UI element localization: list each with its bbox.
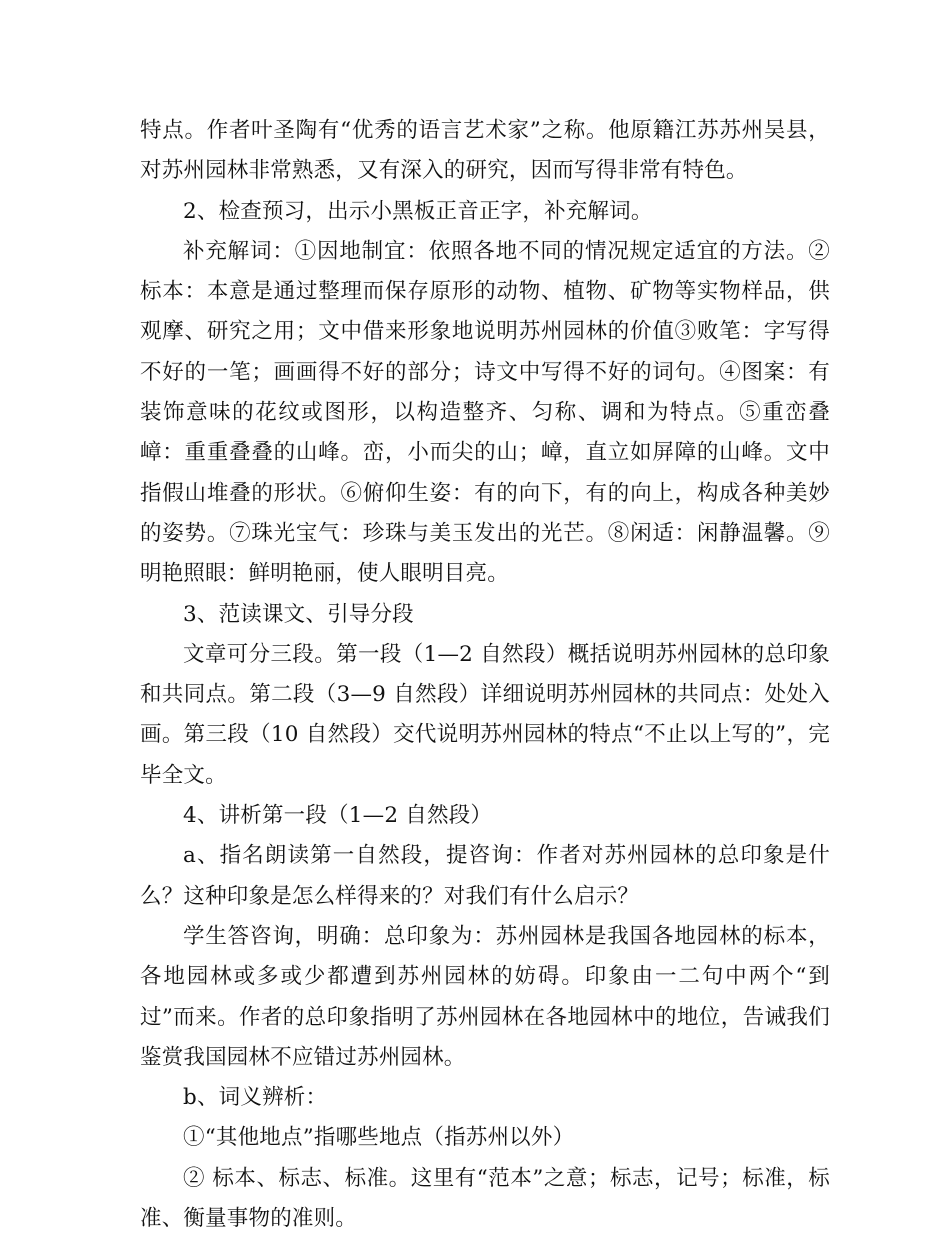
document-body [140,111,830,1239]
paragraph-vocabulary-notes: 补充解词：①因地制宜：依照各地不同的情况规定适宜的方法。②标本：本意是通过整理而保存原形的动物、植物、矿物等实物样品，供观摩、研究之用；文中借来形象地说明苏州园林的价值③败笔：字写得不好的一笔；画画得不好的部分；诗文中写得不好的词句。④图案：有装饰意味的花纹或图形，以构造整齐、匀称、调和为特点。⑤重峦叠嶂：重重叠叠的山峰。峦，小而尖的山；嶂，直立如屏障的山峰。文中指假山堆叠的形状。⑥俯仰生姿：有的向下，有的向上，构成各种美妙的姿势。⑦珠光宝气：珍珠与美玉发出的光芒。⑧闲适：闲静温馨。⑨明艳照眼：鲜明艳丽，使人眼明目亮。 [140,238,830,587]
paragraph-student-answer: 学生答咨询，明确：总印象为：苏州园林是我国各地园林的标本，各地园林或多或少都遭到苏州园林的妨碍。印象由一二句中两个“到过”而来。作者的总印象指明了苏州园林在各地园林中的地位，告诫我们鉴赏我国园林不应错过苏州园林。 [140,923,830,1070]
paragraph-step-2-heading: 2、检查预习，出示小黑板正音正字，补充解词。 [183,198,653,224]
paragraph-item-2: ② 标本、标志、标准。这里有“范本”之意；标志，记号；标准，标准、衡量事物的准则。 [140,1165,830,1232]
paragraph-intro-continuation: 特点。作者叶圣陶有“优秀的语言艺术家”之称。他原籍江苏苏州吴县，对苏州园林非常熟悉，又有深入的研究，因而写得非常有特色。 [140,118,830,184]
paragraph-question-b: b、词义辨析： [183,1085,328,1111]
paragraph-question-a: a、指名朗读第一自然段，提咨询：作者对苏州园林的总印象是什么？这种印象是怎么样得来的？对我们有什么启示？ [140,843,830,909]
paragraph-section-division: 文章可分三段。第一段（1—2 自然段）概括说明苏州园林的总印象和共同点。第二段（3—9 自然段）详细说明苏州园林的共同点：处处入画。第三段（10 自然段）交代说明苏州园林的特点“不止以上写的”，完毕全文。 [140,641,830,788]
paragraph-step-3-heading: 3、范读课文、引导分段 [183,601,414,627]
paragraph-item-1: ①“其他地点”指哪些地点（指苏州以外） [183,1125,575,1151]
paragraph-step-4-heading: 4、讲析第一段（1—2 自然段） [183,803,493,829]
